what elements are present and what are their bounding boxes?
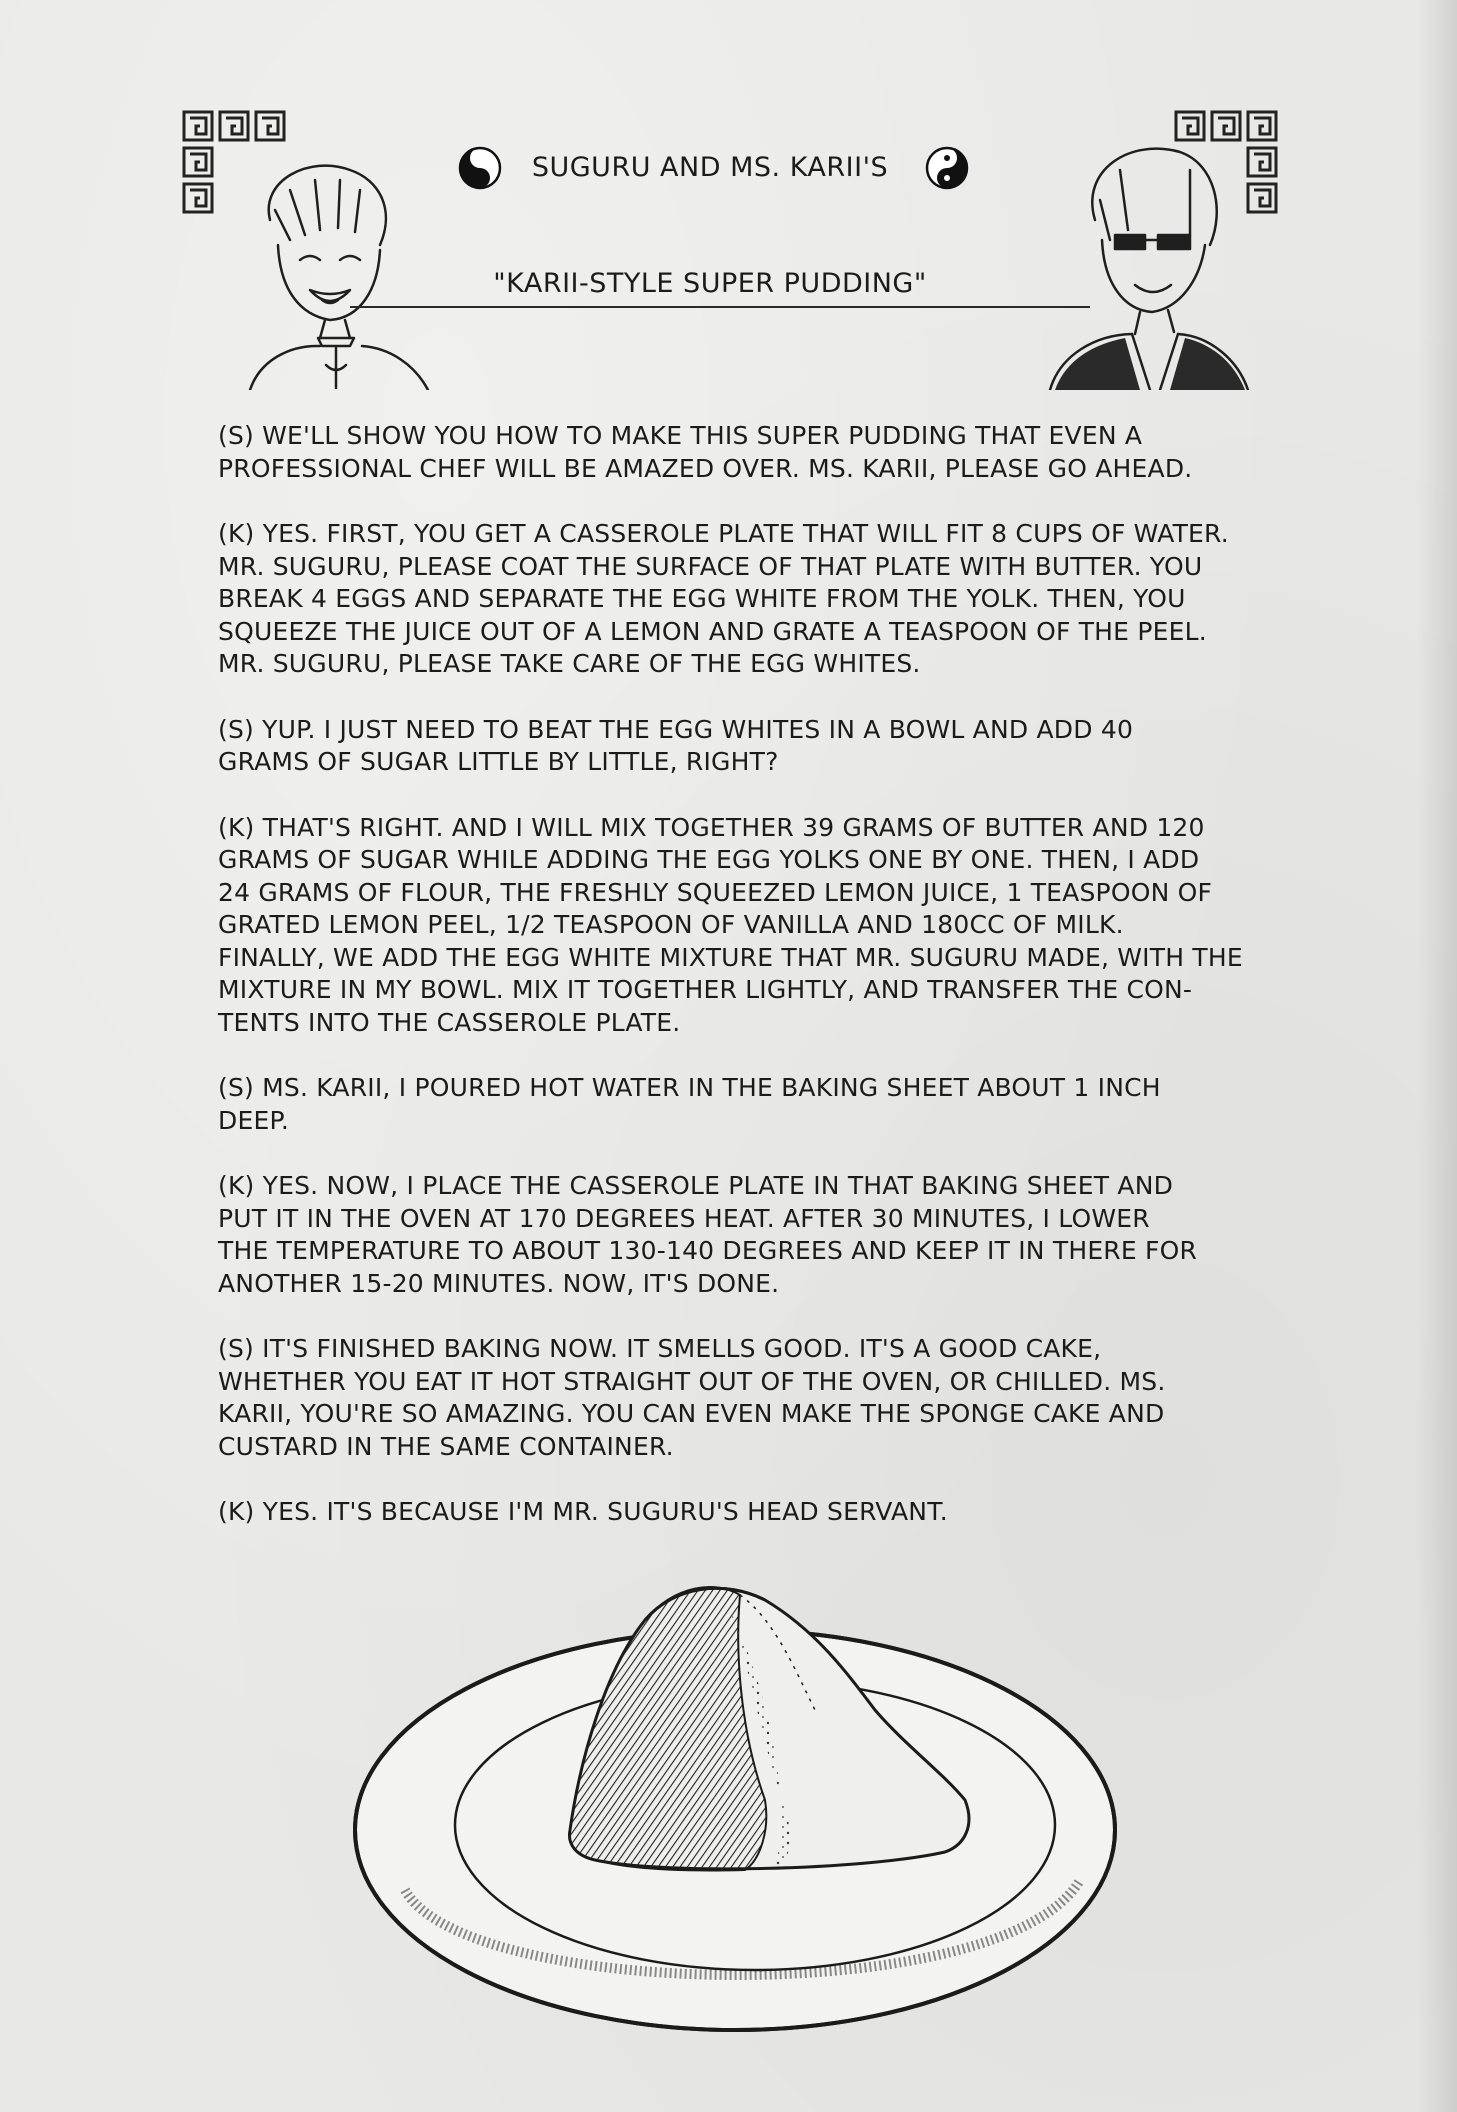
text-line: DEEP. [218,1105,289,1135]
text-line: THE TEMPERATURE TO ABOUT 130-140 DEGREES AND KEEP IT IN THERE FOR [218,1236,1198,1265]
text-line: ANOTHER 15-20 MINUTES. NOW, IT'S DONE. [218,1268,780,1298]
dialogue-paragraph [218,518,1238,681]
dialogue-paragraph [218,1333,1238,1463]
text-line: SQUEEZE THE JUICE OUT OF A LEMON AND GRATE A TEASPOON OF THE PEEL. [218,616,1207,646]
text-line: (K) YES. NOW, I PLACE THE CASSEROLE PLATE IN THAT BAKING SHEET AND [218,1171,1174,1200]
text-line: WHETHER YOU EAT IT HOT STRAIGHT OUT OF THE OVEN, OR CHILLED. MS. [218,1366,1166,1396]
text-line: MIXTURE IN MY BOWL. MIX IT TOGETHER LIGHTLY, AND TRANSFER THE CON- [218,975,1193,1004]
text-line: (K) YES. IT'S BECAUSE I'M MR. SUGURU'S HEAD SERVANT. [218,1497,948,1526]
text-line: (K) YES. FIRST, YOU GET A CASSEROLE PLATE THAT WILL FIT 8 CUPS OF WATER. [218,519,1229,548]
text-line: PROFESSIONAL CHEF WILL BE AMAZED OVER. MS. KARII, PLEASE GO AHEAD. [218,453,1193,483]
dialogue-paragraph [218,1170,1238,1300]
text-line: TENTS INTO THE CASSEROLE PLATE. [218,1007,681,1037]
karii-portrait [1040,140,1250,390]
text-line: (S) MS. KARII, I POURED HOT WATER IN THE BAKING SHEET ABOUT 1 INCH [218,1073,1161,1102]
text-line: BREAK 4 EGGS AND SEPARATE THE EGG WHITE FROM THE YOLK. THEN, YOU [218,584,1186,613]
recipe-header [180,100,1280,390]
text-line: GRAMS OF SUGAR WHILE ADDING THE EGG YOLKS ONE BY ONE. THEN, I ADD [218,845,1200,874]
text-line: (S) IT'S FINISHED BAKING NOW. IT SMELLS GOOD. IT'S A GOOD CAKE, [218,1334,1102,1363]
dialogue-paragraph [218,1496,1238,1529]
text-line: PUT IT IN THE OVEN AT 170 DEGREES HEAT. AFTER 30 MINUTES, I LOWER [218,1203,1150,1233]
text-line: (K) THAT'S RIGHT. AND I WILL MIX TOGETHER 39 GRAMS OF BUTTER AND 120 [218,812,1205,842]
header-title: SUGURU AND MS. KARII'S [531,152,889,183]
text-line: 24 GRAMS OF FLOUR, THE FRESHLY SQUEEZED LEMON JUICE, 1 TEASPOON OF [218,877,1213,907]
text-line: CUSTARD IN THE SAME CONTAINER. [218,1431,674,1461]
suguru-portrait [230,150,430,390]
pudding-illustration [345,1560,1125,2040]
dialogue-text [218,420,1243,1562]
dialogue-paragraph [218,420,1238,485]
text-line: (S) WE'LL SHOW YOU HOW TO MAKE THIS SUPER PUDDING THAT EVEN A [218,421,1143,450]
dialogue-paragraph [218,714,1238,779]
yin-yang-icon-left [458,146,502,190]
text-line: MR. SUGURU, PLEASE COAT THE SURFACE OF THAT PLATE WITH BUTTER. YOU [218,551,1203,581]
text-line: FINALLY, WE ADD THE EGG WHITE MIXTURE THAT MR. SUGURU MADE, WITH THE [218,942,1243,972]
recipe-title: "KARII-STYLE SUPER PUDDING" [493,268,927,299]
dialogue-paragraph [218,1072,1238,1137]
text-line: MR. SUGURU, PLEASE TAKE CARE OF THE EGG WHITES. [218,649,921,678]
dialogue-paragraph [218,812,1243,1040]
text-line: GRAMS OF SUGAR LITTLE BY LITTLE, RIGHT? [218,747,779,776]
page-edge-shadow [1417,0,1457,2112]
yin-yang-icon-right [925,146,969,190]
text-line: KARII, YOU'RE SO AMAZING. YOU CAN EVEN MAKE THE SPONGE CAKE AND [218,1399,1165,1428]
text-line: (S) YUP. I JUST NEED TO BEAT THE EGG WHITES IN A BOWL AND ADD 40 [218,714,1134,744]
text-line: GRATED LEMON PEEL, 1/2 TEASPOON OF VANILLA AND 180CC OF MILK. [218,910,1124,939]
header-divider [350,306,1090,308]
